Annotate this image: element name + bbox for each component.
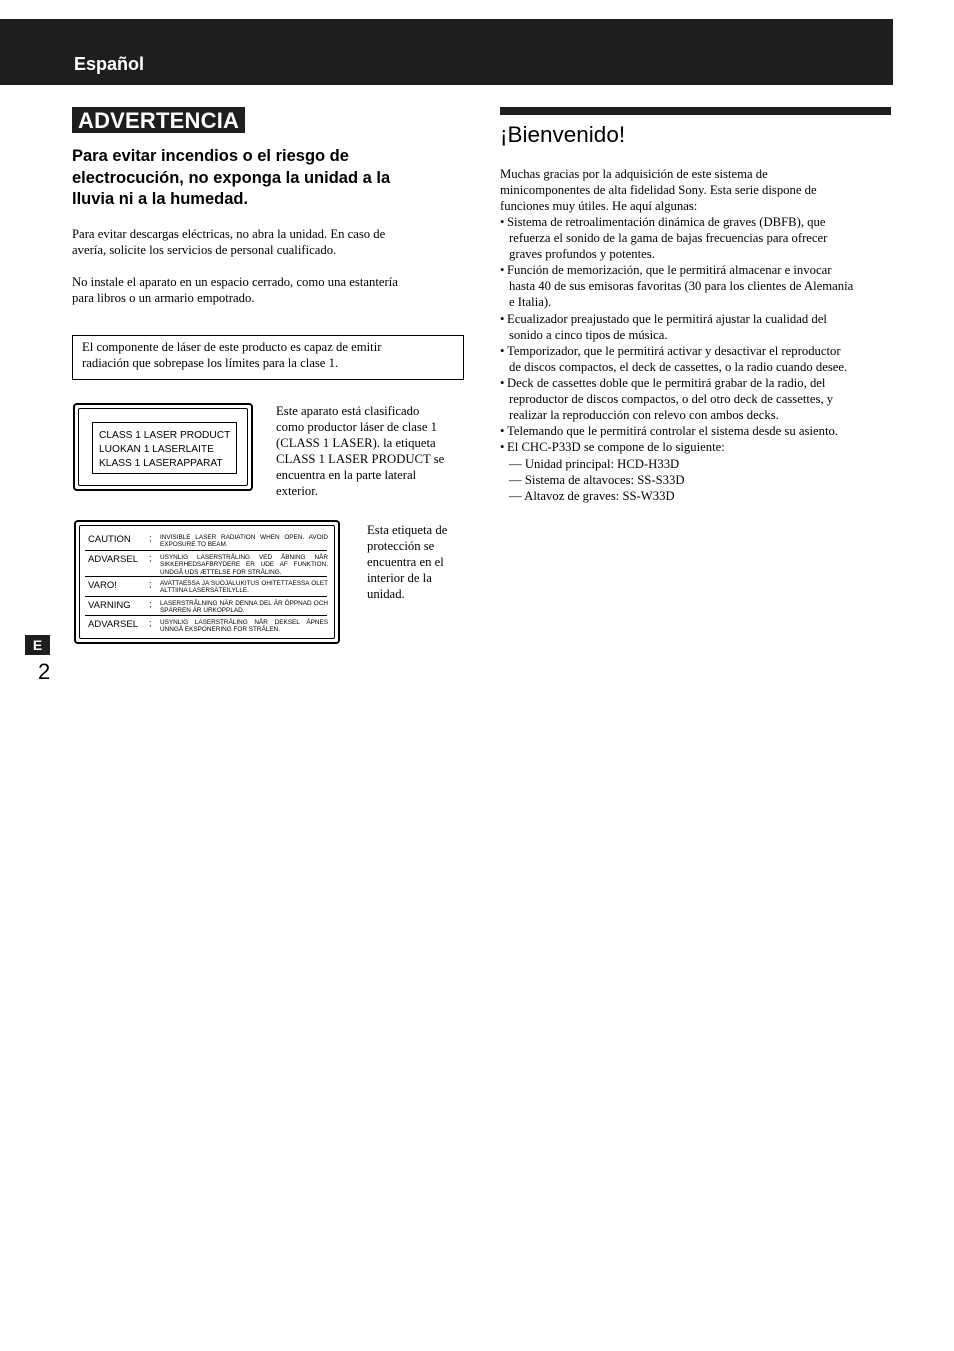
item-line: reproductor de discos compactos, o del otro deck de cassettes, y: [509, 392, 834, 407]
text-line: Para evitar descargas eléctricas, no abra la unidad. En caso de: [72, 227, 386, 241]
caution-row: [85, 577, 327, 597]
list-item: — Sistema de altavoces: SS-S33D: [509, 473, 685, 488]
class1-label-description: [276, 403, 462, 500]
label-text-box: [92, 422, 237, 474]
header-bar: [0, 19, 893, 85]
text-line: para libros o un armario empotrado.: [72, 291, 255, 306]
heading-line: Para evitar incendios o el riesgo de: [72, 147, 349, 165]
item-line: Función de memorización, que le permitirá almacenar e invocar: [507, 263, 832, 278]
caution-row: [85, 597, 327, 616]
caution-label-description: [367, 522, 467, 602]
page-number: 2: [38, 659, 51, 684]
list-item: — Unidad principal: HCD-H33D: [509, 457, 680, 471]
caution-language: CAUTION: [88, 534, 131, 545]
caution-text: USYNLIG LASERSTRÅLING VED ÅBNING NÅR SIKKERHEDSAFBRYDERE ER UDE AF FUNKTION. UNDGÅ UDS ÆTTELSE FOR STRÅLING.: [160, 554, 328, 576]
class1-laser-label: [73, 403, 253, 491]
list-item: [500, 311, 892, 343]
caution-separator: ;: [149, 599, 152, 609]
text-line: exterior.: [276, 484, 318, 499]
section-rule: [500, 107, 891, 115]
caution-language: ADVARSEL: [88, 619, 138, 630]
text-line: radiación que sobrepase los límites para la clase 1.: [82, 356, 339, 371]
text-line: Muchas gracias por la adquisición de este sistema de: [500, 167, 768, 181]
list-item: — Altavoz de graves: SS-W33D: [509, 489, 675, 504]
item-line: Deck de cassettes doble que le permitirá grabar de la radio, del: [507, 375, 826, 390]
list-item: [500, 439, 892, 455]
caution-text: LASERSTRÅLNING NÄR DENNA DEL ÄR ÖPPNAD OCH SPÄRREN ÄR URKOPPLAD.: [160, 600, 328, 615]
bullet: •: [500, 375, 505, 390]
caution-label: [74, 520, 340, 644]
caution-row: [85, 551, 327, 577]
caution-text: AVATTAESSA JA SUOJALUKITUS OHITETTAESSA OLET ALTTIINA LASERSÄTEILYLLE.: [160, 580, 328, 595]
caution-text: INVISIBLE LASER RADIATION WHEN OPEN. AVOID EXPOSURE TO BEAM.: [160, 534, 328, 549]
text-line: encuentra en el: [367, 555, 444, 570]
item-line: sonido a cinco tipos de música.: [509, 327, 668, 342]
caution-language: VARNING: [88, 600, 131, 611]
list-item: [500, 343, 892, 375]
list-item: [500, 262, 892, 310]
text-line: interior de la: [367, 571, 432, 586]
bienvenido-intro: [500, 166, 892, 214]
bullet: •: [500, 343, 505, 358]
item-line: El CHC-P33D se compone de lo siguiente:: [507, 440, 725, 455]
list-item: [500, 375, 892, 423]
text-line: Esta etiqueta de: [367, 523, 448, 537]
text-line: Este aparato está clasificado: [276, 404, 420, 418]
item-line: de discos compactos, el deck de cassettes, o la radio cuando desee.: [509, 359, 848, 374]
advertencia-title: ADVERTENCIA: [72, 107, 245, 133]
language-label: Español: [74, 54, 145, 74]
text-line: (CLASS 1 LASER). la etiqueta: [276, 436, 436, 451]
label-line: KLASS 1 LASERAPPARAT: [99, 458, 223, 469]
list-item: [500, 423, 892, 439]
caution-text: USYNLIG LASERSTRÅLING NÅR DEKSEL ÅPNES UNNGÅ EKSPONERING FOR STRÅLEN.: [160, 619, 328, 634]
heading-line: electrocución, no exponga la unidad a la: [72, 168, 391, 187]
item-line: Telemando que le permitirá controlar el sistema desde su asiento.: [507, 424, 838, 439]
bullet: •: [500, 215, 505, 229]
bullet: •: [500, 440, 505, 455]
item-line: hasta 40 de sus emisoras favoritas (30 para los clientes de Alemania: [509, 279, 854, 294]
text-line: avería, solicite los servicios de personal cualificado.: [72, 243, 337, 258]
text-line: minicomponentes de alta fidelidad Sony. Esta serie dispone de: [500, 183, 817, 198]
advertencia-heading: [72, 146, 462, 211]
caution-separator: ;: [149, 533, 152, 543]
text-line: funciones muy útiles. He aquí algunas:: [500, 199, 698, 214]
item-line: Temporizador, que le permitirá activar y desactivar el reproductor: [507, 343, 841, 358]
caution-row: [85, 616, 327, 635]
language-tab: E: [25, 635, 50, 655]
bullet: •: [500, 311, 505, 326]
component-list: [509, 456, 685, 504]
caution-separator: ;: [149, 579, 152, 589]
bienvenido-title: ¡Bienvenido!: [500, 122, 626, 147]
caution-separator: ;: [149, 618, 152, 628]
item-line: Ecualizador preajustado que le permitirá ajustar la cualidad del: [507, 311, 827, 326]
text-line: El componente de láser de este producto es capaz de emitir: [82, 340, 382, 354]
bullet: •: [500, 424, 505, 439]
list-item: [500, 214, 892, 262]
feature-list: [500, 214, 892, 455]
installation-warning-paragraph: [72, 274, 464, 306]
laser-notice-box: [72, 335, 464, 380]
item-line: realizar la reproducción con relevo con ambos decks.: [509, 408, 779, 423]
caution-language: ADVARSEL: [88, 554, 138, 565]
bullet: •: [500, 263, 505, 278]
item-line: e Italia).: [509, 295, 552, 310]
caution-language: VARO!: [88, 580, 117, 591]
item-line: graves profundos y potentes.: [509, 247, 655, 262]
text-line: No instale el aparato en un espacio cerrado, como una estantería: [72, 275, 398, 289]
text-line: encuentra en la parte lateral: [276, 468, 417, 483]
caution-row: [85, 531, 327, 551]
caution-separator: ;: [149, 553, 152, 563]
item-line: refuerza el sonido de la gama de bajas frecuencias para ofrecer: [509, 231, 828, 246]
item-line: Sistema de retroalimentación dinámica de graves (DBFB), que: [507, 215, 826, 229]
text-line: CLASS 1 LASER PRODUCT se: [276, 452, 445, 467]
shock-warning-paragraph: [72, 226, 464, 258]
label-line: LUOKAN 1 LASERLAITE: [99, 444, 214, 455]
heading-line: lluvia ni a la humedad.: [72, 190, 249, 208]
text-line: protección se: [367, 539, 435, 554]
text-line: unidad.: [367, 587, 405, 602]
label-line: CLASS 1 LASER PRODUCT: [99, 430, 231, 441]
text-line: como productor láser de clase 1: [276, 420, 437, 435]
